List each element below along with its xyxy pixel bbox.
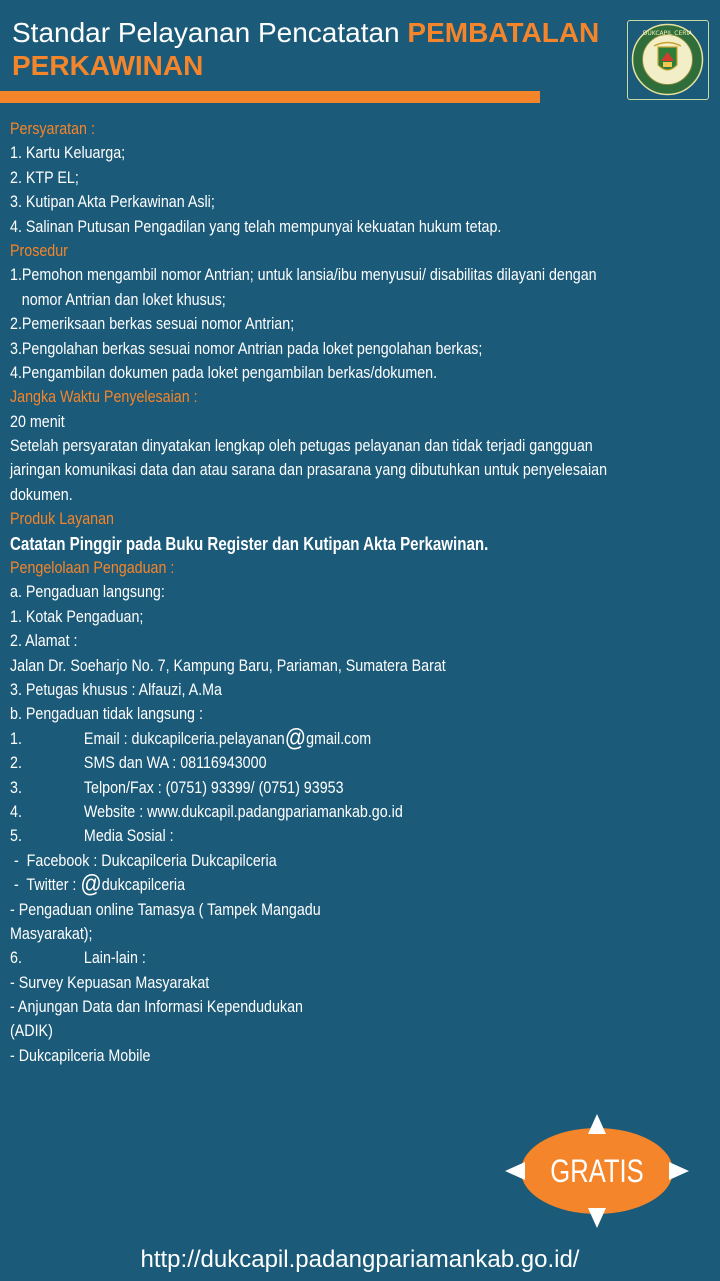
twitter-handle: dukcapilceria [101,875,186,895]
list-number: 1. [10,728,22,748]
complaint-line: b. Pengaduan tidak langsung : [10,704,203,724]
complaint-line: 1. Kotak Pengaduan; [10,606,144,626]
contact-text: SMS dan WA : 08116943000 [83,753,267,773]
procedure-line: 4.Pengambilan dokumen pada loket pengambilan berkas/dokumen. [10,362,438,382]
title-underline-bar [0,91,540,103]
title-highlight-2: PERKAWINAN [12,50,204,81]
other-item: - Anjungan Data dan Informasi Kependudukan [10,997,303,1017]
list-number: 6. [10,948,22,968]
contact-text: Media Sosial : [83,826,174,846]
list-number: 4. [10,801,22,821]
contact-line [10,800,711,824]
footer-url: http://dukcapil.padangpariamankab.go.id/ [140,1246,580,1273]
contact-line [10,776,711,800]
page-title-line-2 [12,51,572,81]
email-domain: gmail.com [306,728,372,748]
prosedur-heading: Prosedur [10,240,68,260]
requirement-item: 3. Kutipan Akta Perkawinan Asli; [10,192,215,212]
persyaratan-heading: Persyaratan : [10,119,95,138]
completion-time-line: 20 menit [10,411,65,431]
complaint-line: a. Pengaduan langsung: [10,582,165,602]
completion-time-line: jaringan komunikasi data dan atau sarana dan prasarana yang dibutuhkan untuk penyelesaian [10,460,608,480]
gratis-label: GRATIS [550,1153,644,1189]
other-line [10,946,711,970]
address-line: Jalan Dr. Soeharjo No. 7, Kampung Baru, Pariaman, Sumatera Barat [10,655,446,675]
completion-time-line: dokumen. [10,484,73,504]
title-highlight: PEMBATALAN [407,17,600,48]
procedure-line: 1.Pemohon mengambil nomor Antrian; untuk lansia/ibu menyusui/ disabilitas dilayani dengan [10,265,597,285]
service-standard-body [10,117,711,1068]
procedure-line: 2.Pemeriksaan berkas sesuai nomor Antrian; [10,314,295,334]
online-complaint-line: - Pengaduan online Tamasya ( Tampek Mangadu [10,899,321,919]
contact-text: Telpon/Fax : (0751) 93399/ (0751) 93953 [83,777,344,797]
contact-text: Website : www.dukcapil.padangpariamankab.go.id [83,801,403,821]
list-number: 3. [10,777,22,797]
jangka-waktu-heading: Jangka Waktu Penyelesaian : [10,387,198,407]
requirement-item: 1. Kartu Keluarga; [10,143,126,163]
email-line [10,723,711,752]
complaint-line: 2. Alamat : [10,631,78,651]
requirement-item: 4. Salinan Putusan Pengadilan yang telah mempunyai kekuatan hukum tetap. [10,216,502,236]
at-sign: @ [80,870,102,899]
other-label: Lain-lain : [83,948,146,968]
contact-line [10,751,711,775]
complaint-line: 3. Petugas khusus : Alfauzi, A.Ma [10,679,222,699]
logo-ring-text: DUKCAPIL CERIA [642,30,693,37]
completion-time-line: Setelah persyaratan dinyatakan lengkap oleh petugas pelayanan dan tidak terjadi gangguan [10,436,593,456]
at-sign: @ [284,723,307,752]
page-title-line-1 [12,17,600,48]
dukcapil-logo [627,20,709,100]
procedure-line: nomor Antrian dan loket khusus; [21,289,226,309]
online-complaint-line: Masyarakat); [10,923,93,943]
requirement-item: 2. KTP EL; [10,167,79,187]
other-item: - Survey Kepuasan Masyarakat [10,972,210,992]
other-item: - Dukcapilceria Mobile [10,1045,151,1065]
procedure-line: 3.Pengolahan berkas sesuai nomor Antrian pada loket pengolahan berkas; [10,338,483,358]
produk-heading: Produk Layanan [10,509,115,529]
list-number: 5. [10,826,22,846]
list-number: 2. [10,753,22,773]
twitter-line [10,870,711,899]
contact-line [10,824,711,848]
other-item: (ADIK) [10,1021,53,1041]
arrow-down-icon [588,1208,606,1228]
email-label: Email : dukcapilceria.pelayanan [83,728,285,748]
facebook-line: - Facebook : Dukcapilceria Dukcapilceria [10,850,277,870]
pengaduan-heading: Pengelolaan Pengaduan : [10,558,175,578]
twitter-label: - Twitter : [10,875,81,895]
product-text: Catatan Pinggir pada Buku Register dan Kutipan Akta Perkawinan. [10,533,489,554]
arrow-up-icon [588,1114,606,1134]
title-prefix: Standar Pelayanan Pencatatan [12,17,400,48]
